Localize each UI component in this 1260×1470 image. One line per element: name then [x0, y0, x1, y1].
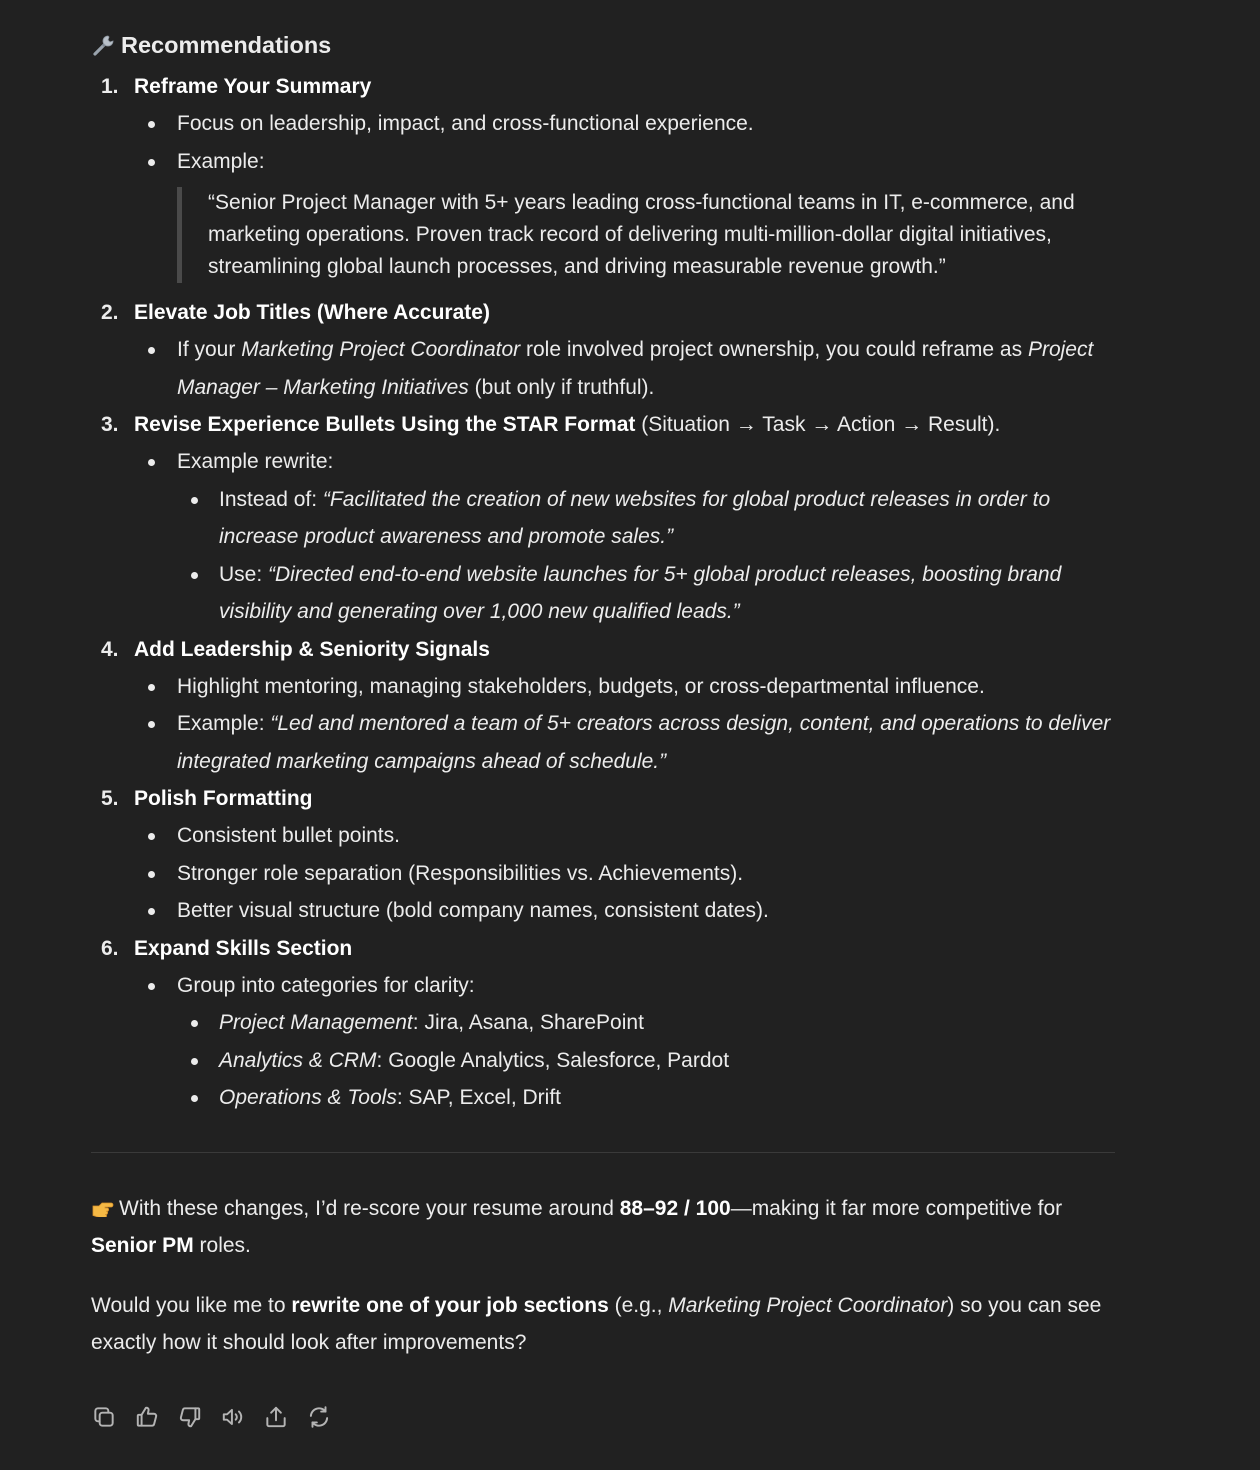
- closing-text: With these changes, I’d re-score your resume around: [119, 1196, 620, 1220]
- item-title: Reframe Your Summary: [134, 75, 372, 98]
- item-number: 4.: [101, 637, 119, 661]
- item-number: 1.: [101, 75, 119, 98]
- bullet-emphasis: Marketing Project Coordinator: [241, 338, 521, 361]
- bullet-text: Group into categories for clarity:: [177, 973, 475, 997]
- question-paragraph: [91, 1287, 1115, 1362]
- item-number: 2.: [101, 301, 119, 324]
- sub-bullet-label: Use:: [219, 562, 269, 586]
- horizontal-divider: [91, 1152, 1115, 1153]
- wrench-icon: [91, 32, 117, 58]
- item-title: Expand Skills Section: [134, 936, 353, 960]
- skill-category: Project Management: [219, 1011, 413, 1034]
- pointing-hand-icon: [91, 1192, 115, 1210]
- item-title: Polish Formatting: [134, 787, 313, 810]
- regenerate-button[interactable]: [306, 1404, 349, 1436]
- quote-text: “Senior Project Manager with 5+ years leading cross-functional teams in IT, e-commerce, and marketing operations. Proven track record of delivering multi-million-dollar digital initiatives, streamlining global launch processes, and driving measurable revenue growth.”: [208, 191, 1075, 278]
- sub-bullet: [177, 1004, 1115, 1042]
- copy-button[interactable]: [91, 1404, 134, 1436]
- skill-category: Analytics & CRM: [219, 1048, 377, 1072]
- item-number: 6.: [101, 936, 119, 960]
- list-item: [91, 930, 1115, 1117]
- question-emphasis: Marketing Project Coordinator: [668, 1293, 948, 1317]
- question-text: Would you like me to: [91, 1293, 292, 1317]
- message-actions-toolbar: [91, 1404, 349, 1436]
- heading-title: Recommendations: [121, 31, 332, 58]
- sub-bullet-text: “Directed end-to-end website launches for 5+ global product releases, boosting brand visibility and generating over 1,000 new qualified leads.”: [219, 562, 1062, 623]
- read-aloud-button[interactable]: [220, 1404, 263, 1436]
- bullet: Example:: [134, 143, 1115, 181]
- closing-paragraph: [91, 1190, 1115, 1265]
- question-text: ) so you can see exactly how it should look after improvements?: [91, 1293, 1102, 1354]
- bullet-text: Example rewrite:: [177, 450, 334, 473]
- item-number: 3.: [101, 413, 119, 436]
- list-item: [91, 780, 1115, 930]
- bullet-label: Example:: [177, 712, 271, 735]
- score-value: 88–92 / 100: [619, 1196, 731, 1220]
- sub-bullet: [177, 1079, 1115, 1117]
- section-heading: [91, 26, 1115, 64]
- item-number: 5.: [101, 787, 119, 810]
- question-text: (e.g.,: [608, 1293, 669, 1317]
- sub-bullet: [177, 556, 1115, 631]
- bullet-text: If your: [177, 338, 242, 361]
- bullet: [134, 967, 1115, 1117]
- list-item: [91, 294, 1115, 406]
- item-title: Add Leadership & Seniority Signals: [134, 637, 490, 661]
- bullet-text: role involved project ownership, you could reframe as: [520, 338, 1028, 361]
- role-name: Senior PM: [91, 1234, 194, 1257]
- bullet: Consistent bullet points.: [134, 817, 1115, 855]
- skill-items: : SAP, Excel, Drift: [396, 1086, 561, 1109]
- list-item: [91, 68, 1115, 283]
- sub-bullet: [177, 481, 1115, 556]
- share-icon: [263, 1404, 289, 1436]
- list-item: [91, 631, 1115, 781]
- regenerate-icon: [306, 1404, 332, 1436]
- sub-bullet-label: Instead of:: [219, 487, 323, 511]
- bullet-emphasis: Project Manager – Marketing Initiatives: [177, 338, 1094, 399]
- assistant-message: [91, 26, 1115, 1362]
- good-response-button[interactable]: [134, 1404, 177, 1436]
- copy-icon: [91, 1404, 117, 1436]
- bullet: [134, 331, 1115, 406]
- closing-text: roles.: [193, 1234, 251, 1257]
- bullet: Highlight mentoring, managing stakeholders, budgets, or cross-departmental influence.: [134, 668, 1115, 706]
- bullet: Focus on leadership, impact, and cross-functional experience.: [134, 105, 1115, 143]
- bullet: [134, 443, 1115, 631]
- share-button[interactable]: [263, 1404, 306, 1436]
- question-bold: rewrite one of your job sections: [291, 1293, 609, 1317]
- item-title: Elevate Job Titles (Where Accurate): [134, 301, 490, 324]
- blockquote: [177, 187, 1115, 283]
- skill-items: : Google Analytics, Salesforce, Pardot: [376, 1048, 730, 1072]
- thumbs-down-icon: [177, 1404, 203, 1436]
- sub-bullet: [177, 1042, 1115, 1080]
- bullet: [134, 705, 1115, 780]
- read-aloud-icon: [220, 1404, 246, 1436]
- skill-items: : Jira, Asana, SharePoint: [412, 1011, 644, 1034]
- closing-text: —making it far more competitive for: [730, 1196, 1063, 1220]
- sub-bullet-text: “Facilitated the creation of new websites for global product releases in order to increase product awareness and promote sales.”: [219, 487, 1051, 548]
- list-item: [91, 406, 1115, 631]
- bullet-text: (but only if truthful).: [468, 375, 655, 399]
- bad-response-button[interactable]: [177, 1404, 220, 1436]
- bullet: Stronger role separation (Responsibilities vs. Achievements).: [134, 855, 1115, 893]
- bullet: Better visual structure (bold company names, consistent dates).: [134, 892, 1115, 930]
- recommendations-list: [91, 68, 1115, 1117]
- item-title-suffix: (Situation → Task → Action → Result).: [635, 413, 1001, 436]
- bullet-emphasis: “Led and mentored a team of 5+ creators across design, content, and operations to deliver integrated marketing campaigns ahead of schedule.”: [177, 712, 1111, 773]
- item-title: Revise Experience Bullets Using the STAR Format: [134, 413, 636, 436]
- thumbs-up-icon: [134, 1404, 160, 1436]
- skill-category: Operations & Tools: [219, 1086, 397, 1109]
